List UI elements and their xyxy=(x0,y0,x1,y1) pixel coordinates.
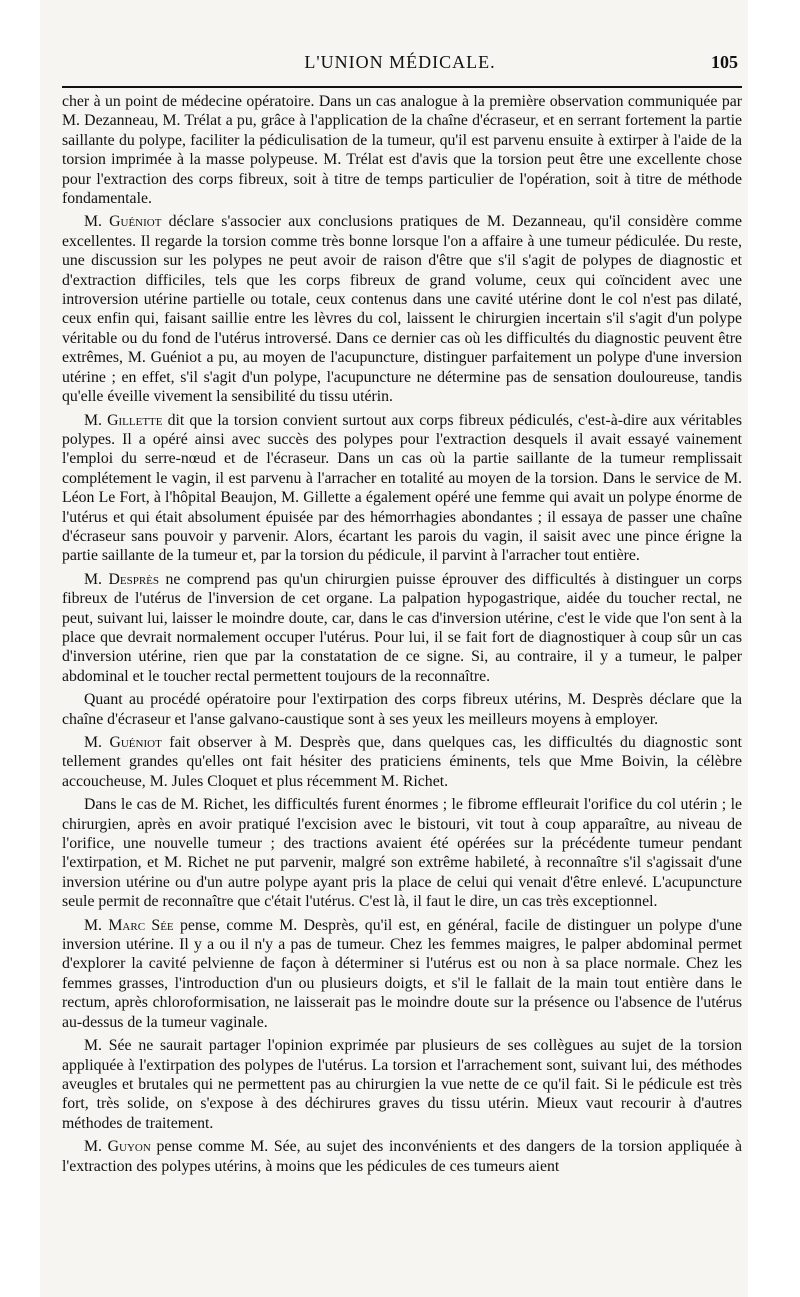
document-page xyxy=(40,0,748,1297)
paragraph xyxy=(62,690,742,729)
paragraph xyxy=(62,411,742,566)
running-title: L'UNION MÉDICALE. xyxy=(304,52,496,72)
speaker-name: M. Guéniot xyxy=(84,734,162,751)
paragraph-text: déclare s'associer aux conclusions pratiques de M. Dezanneau, qu'il considère comme excellentes. Il regarde la torsion comme très bonne lorsque l'on a affaire à une tumeur pédiculée. Du reste, une discussion sur les polypes ne peut avoir de raison d'être que s'il s'agit de polypes de diagnostic et d'extraction difficiles, tels que les corps fibreux de grand volume, ceux qui coïncident avec une introversion utérine partielle ou totale, ceux contenus dans une cavité utérine dont le col n'est pas dilaté, ceux enfin qui, faisant saillie entre les lèvres du col, laissent le chirurgien incertain s'il s'agit d'un polype véritable ou du fond de l'utérus introversé. Dans ce dernier cas où les difficultés du diagnostic peuvent être extrêmes, M. Guéniot a pu, au moyen de l'acupuncture, distinguer parfaitement un polype d'une inversion utérine ; en effet, s'il s'agit d'un polype, l'acupuncture ne détermine pas de sensation douloureuse, tandis qu'elle éveille vivement la sensibilité du tissu utérin. xyxy=(62,213,742,406)
paragraph-text: fait observer à M. Desprès que, dans quelques cas, les difficultés du diagnostic sont tellement grandes qu'elles ont fait hésiter des praticiens éminents, tels que Mme Boivin, la célèbre accoucheuse, M. Jules Cloquet et plus récemment M. Richet. xyxy=(62,734,742,790)
paragraph xyxy=(62,212,742,406)
page-header xyxy=(62,50,738,80)
paragraph xyxy=(62,570,742,686)
paragraph xyxy=(62,916,742,1032)
paragraph-text: cher à un point de médecine opératoire. Dans un cas analogue à la première observation communiquée par M. Dezanneau, M. Trélat a pu, grâce à l'application de la chaîne d'écraseur, et en serrant fortement la partie saillante du polype, faciliter la pédiculisation de la tumeur, qu'il est parvenu ensuite à extirper à l'aide de la torsion imprimée à la masse polypeuse. M. Trélat est d'avis que la torsion peut être une excellente chose pour l'extraction des corps fibreux, soit à titre de temps particulier de l'opération, soit à titre de méthode fondamentale. xyxy=(62,93,742,208)
page-number: 105 xyxy=(711,52,738,72)
paragraph-text: pense comme M. Sée, au sujet des inconvénients et des dangers de la torsion appliquée à l'extraction des polypes utérins, à moins que les pédicules de ces tumeurs aient xyxy=(62,1138,742,1175)
paragraph xyxy=(62,1036,742,1133)
speaker-name: M. Guéniot xyxy=(84,213,162,231)
speaker-name: M. Guyon xyxy=(84,1138,151,1156)
speaker-name: M. Gillette xyxy=(84,411,163,429)
paragraph-text: M. Sée ne saurait partager l'opinion exprimée par plusieurs de ses collègues au sujet de la torsion appliquée à l'extirpation des polypes de l'utérus. La torsion et l'arrachement sont, suivant lui, des méthodes aveugles et brutales qui ne permettent pas au chirurgien la vue nette de ce qu'il fait. Si le pédicule est très fort, très solide, on s'expose à des déchirures graves du tissu utérin. Mieux vaut recourir à d'autres méthodes de traitement. xyxy=(62,1037,742,1132)
paragraph xyxy=(62,733,742,791)
header-rule xyxy=(62,86,742,88)
paragraph-text: Quant au procédé opératoire pour l'extirpation des corps fibreux utérins, M. Desprès déclare que la chaîne d'écraseur et l'anse galvano-caustique sont à ses yeux les meilleurs moyens à employer. xyxy=(62,691,742,728)
paragraph-text: dit que la torsion convient surtout aux corps fibreux pédiculés, c'est-à-dire aux véritables polypes. Il a opéré ainsi avec succès des polypes pour l'extraction desquels il avait essayé vainement l'emploi du serre-nœud et de l'écraseur. Dans un cas où la partie saillante de la tumeur remplissait complétement le vagin, il est parvenu à l'arracher en totalité au moyen de la torsion. Dans le service de M. Léon Le Fort, à l'hôpital Beaujon, M. Gillette a également opéré une femme qui avait un polype énorme de l'utérus et qui était absolument épuisée par des hémorrhagies abondantes ; il essaya de passer une chaîne d'écraseur sans pouvoir y parvenir. Alors, écartant les parois du vagin, il saisit avec une pince érigne la partie saillante de la tumeur et, par la torsion du pédicule, il parvint à l'arracher tout entière. xyxy=(62,411,742,565)
paragraph-text: pense, comme M. Desprès, qu'il est, en général, facile de distinguer un polype d'une inversion utérine. Il y a ou il n'y a pas de tumeur. Chez les femmes maigres, le palper abdominal permet d'explorer la cavité pelvienne de façon à déterminer si l'utérus est ou non à sa place normale. Chez les femmes grasses, l'introduction d'un ou plusieurs doigts, et s'il le fallait de la main tout entière dans le rectum, après chloroformisation, ne laisserait pas le moindre doute sur la présence ou l'absence de l'utérus au-dessus de la tumeur vaginale. xyxy=(62,916,743,1031)
speaker-name: M. Desprès xyxy=(84,570,160,588)
paragraph-text: Dans le cas de M. Richet, les difficultés furent énormes ; le fibrome effleurait l'orifice du col utérin ; le chirurgien, après en avoir pratiqué l'excision avec le bistouri, vit tout à coup apparaître, au niveau de l'orifice, une nouvelle tumeur ; des tractions avaient été opérées sur la précédente tumeur pendant l'extirpation, et M. Richet ne put parvenir, malgré son extrême habileté, à reconnaître s'il s'agissait d'une inversion utérine ou d'un autre polype ayant pris la place de celui qui venait d'être enlevé. L'acupuncture seule permit de reconnaître que c'était l'utérus. C'est là, il faut le dire, un cas très exceptionnel. xyxy=(62,796,742,911)
speaker-name: M. Marc Sée xyxy=(84,916,174,934)
body-text xyxy=(62,92,742,1180)
paragraph xyxy=(62,1137,742,1176)
paragraph-text: ne comprend pas qu'un chirurgien puisse éprouver des difficultés à distinguer un corps fibreux de l'utérus de l'inversion de cet organe. La palpation hypogastrique, aidée du toucher rectal, ne peut, suivant lui, laisser le moindre doute, car, dans le cas d'inversion utérine, c'est le vide que l'on sent à la place que devrait normalement occuper l'utérus. Pour lui, il se fait fort de diagnostiquer à coup sûr un cas d'inversion utérine, rien que par la constatation de ce signe. Si, au contraire, il y a tumeur, le palper abdominal et le toucher rectal permettent toujours de la reconnaître. xyxy=(62,570,742,685)
paragraph xyxy=(62,795,742,911)
paragraph xyxy=(62,92,742,208)
